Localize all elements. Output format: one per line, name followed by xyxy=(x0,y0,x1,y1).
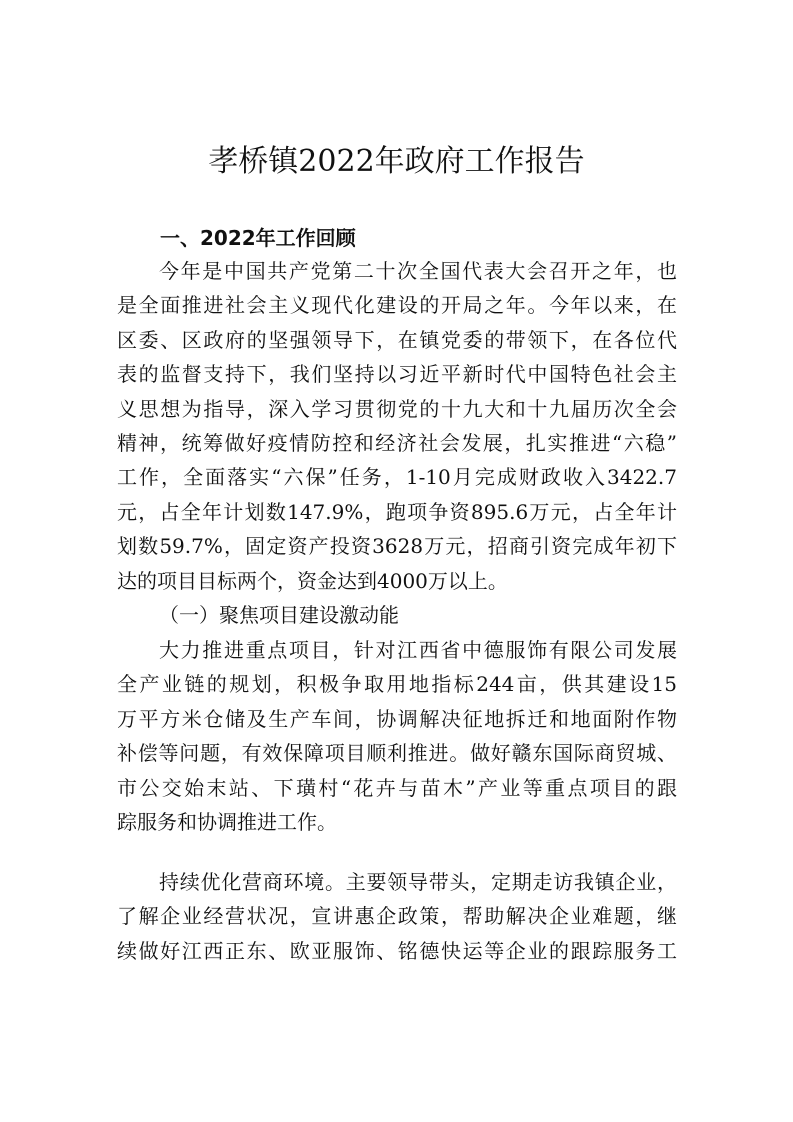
text-line: 了解企业经营状况，宣讲惠企政策，帮助解决企业难题，继 xyxy=(117,904,677,929)
text-line: 万平方米仓储及生产车间，协调解决征地拆迁和地面附作物 xyxy=(117,706,677,731)
text-line: 踪服务和协调推进工作。 xyxy=(117,809,337,834)
text-line: 工作，全面落实“六保”任务，1-10月完成财政收入3422.7 xyxy=(117,465,677,490)
text-line: 表的监督支持下，我们坚持以习近平新时代中国特色社会主 xyxy=(117,362,677,387)
text-line: 区委、区政府的坚强领导下，在镇党委的带领下，在各位代 xyxy=(117,327,677,352)
paragraph-2 xyxy=(117,633,677,839)
paragraph-1 xyxy=(117,254,677,632)
text-line: 今年是中国共产党第二十次全国代表大会召开之年，也 xyxy=(159,259,677,283)
text-line: 续做好江西正东、欧亚服饰、铭德快运等企业的跟踪服务工 xyxy=(117,938,677,963)
text-line: 持续优化营商环境。主要领导带头，定期走访我镇企业， xyxy=(159,870,677,894)
section-heading: 一、2022年工作回顾 xyxy=(160,226,356,250)
text-line: 全产业链的规划，积极争取用地指标244亩，供其建设15 xyxy=(117,672,677,697)
text-line: 是全面推进社会主义现代化建设的开局之年。今年以来，在 xyxy=(117,293,677,318)
document-title: 孝桥镇2022年政府工作报告 xyxy=(208,144,585,179)
text-line: 市公交始末站、下璜村“花卉与苗木”产业等重点项目的跟 xyxy=(117,775,677,800)
subsection-heading: （一）聚焦项目建设激动能 xyxy=(159,602,399,627)
text-line: 元，占全年计划数147.9%，跑项争资895.6万元，占全年计 xyxy=(117,499,677,524)
text-line: 达的项目目标两个，资金达到4000万以上。 xyxy=(117,568,508,593)
text-line: 划数59.7%，固定资产投资3628万元，招商引资完成年初下 xyxy=(117,534,677,559)
paragraph-3 xyxy=(117,865,677,968)
text-line: 大力推进重点项目，针对江西省中德服饰有限公司发展 xyxy=(159,638,677,662)
text-line: 义思想为指导，深入学习贯彻党的十九大和十九届历次全会 xyxy=(117,396,677,421)
text-line: 精神，统筹做好疫情防控和经济社会发展，扎实推进“六稳” xyxy=(117,430,677,455)
text-line: 补偿等问题，有效保障项目顺利推进。做好赣东国际商贸城、 xyxy=(117,741,677,766)
